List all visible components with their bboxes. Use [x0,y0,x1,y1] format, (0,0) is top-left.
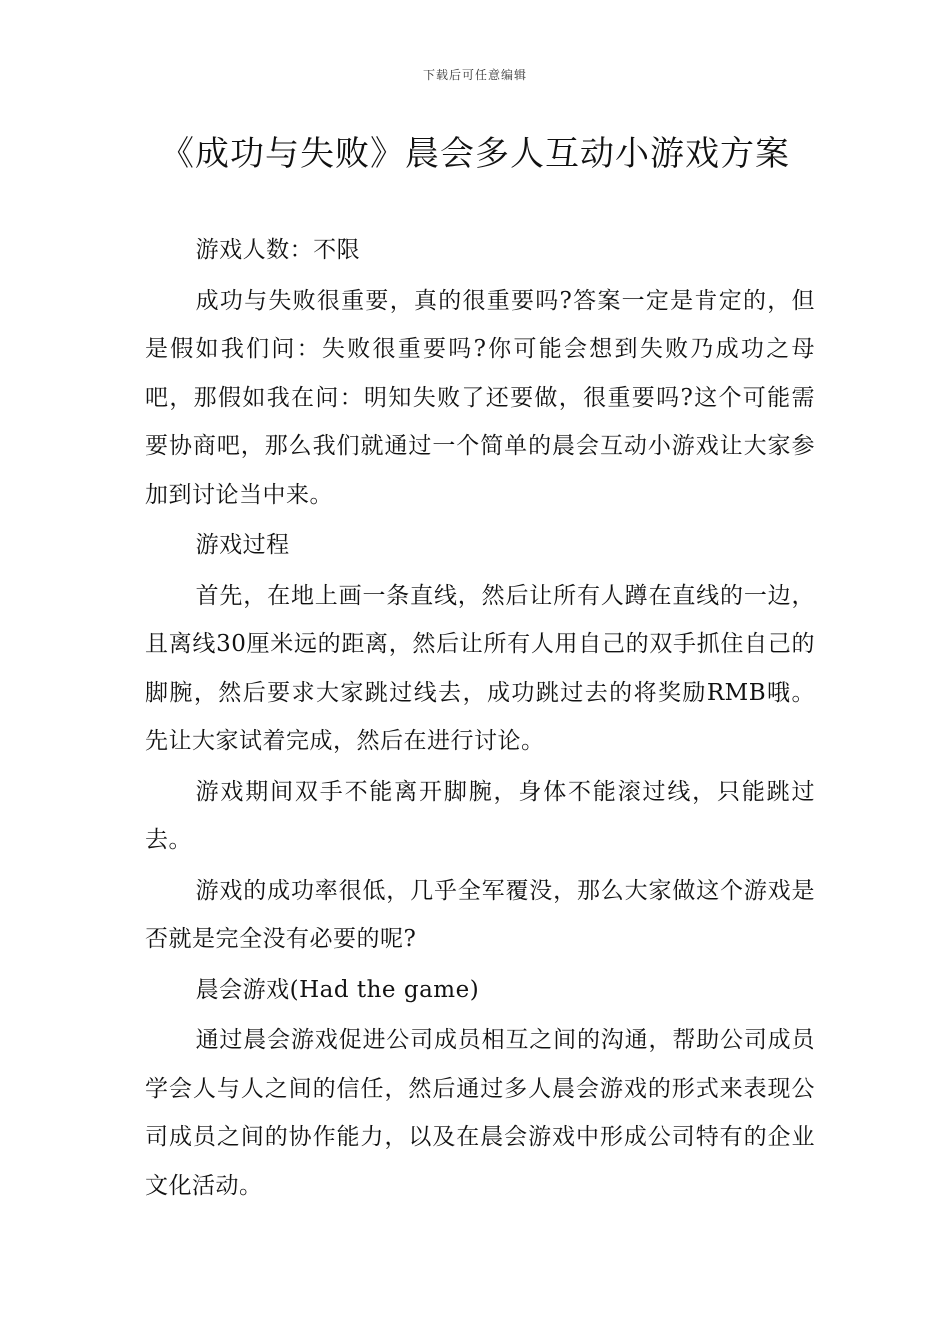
paragraph-player-count: 游戏人数：不限 [195,237,361,263]
document-title: 《成功与失败》晨会多人互动小游戏方案 [160,134,790,174]
paragraph-process: 首先，在地上画一条直线，然后让所有人蹲在直线的一边，且离线30厘米远的距离，然后让所有人用自己的双手抓住自己的脚腕，然后要求大家跳过线去，成功跳过去的将奖励RMB哦。先让大家试着完成，然后在进行讨论。 [145,582,815,754]
paragraph-question: 游戏的成功率很低，几乎全军覆没，那么大家做这个游戏是否就是完全没有必要的呢? [145,877,815,952]
section-heading-process: 游戏过程 [195,532,290,558]
paragraph-intro: 成功与失败很重要，真的很重要吗?答案一定是肯定的，但是假如我们问：失败很重要吗?你可能会想到失败乃成功之母吧，那假如我在问：明知失败了还要做，很重要吗?这个可能需要协商吧，那么我们就通过一个简单的晨会互动小游戏让大家参加到讨论当中来。 [145,287,815,508]
document-body [145,226,815,1212]
header-note: 下载后可任意编辑 [422,68,527,82]
section-heading-morning-game: 晨会游戏(Had the game) [195,976,480,1003]
paragraph-purpose: 通过晨会游戏促进公司成员相互之间的沟通，帮助公司成员学会人与人之间的信任，然后通过多人晨会游戏的形式来表现公司成员之间的协作能力，以及在晨会游戏中形成公司特有的企业文化活动。 [145,1027,815,1199]
paragraph-rules: 游戏期间双手不能离开脚腕，身体不能滚过线，只能跳过去。 [145,778,815,853]
